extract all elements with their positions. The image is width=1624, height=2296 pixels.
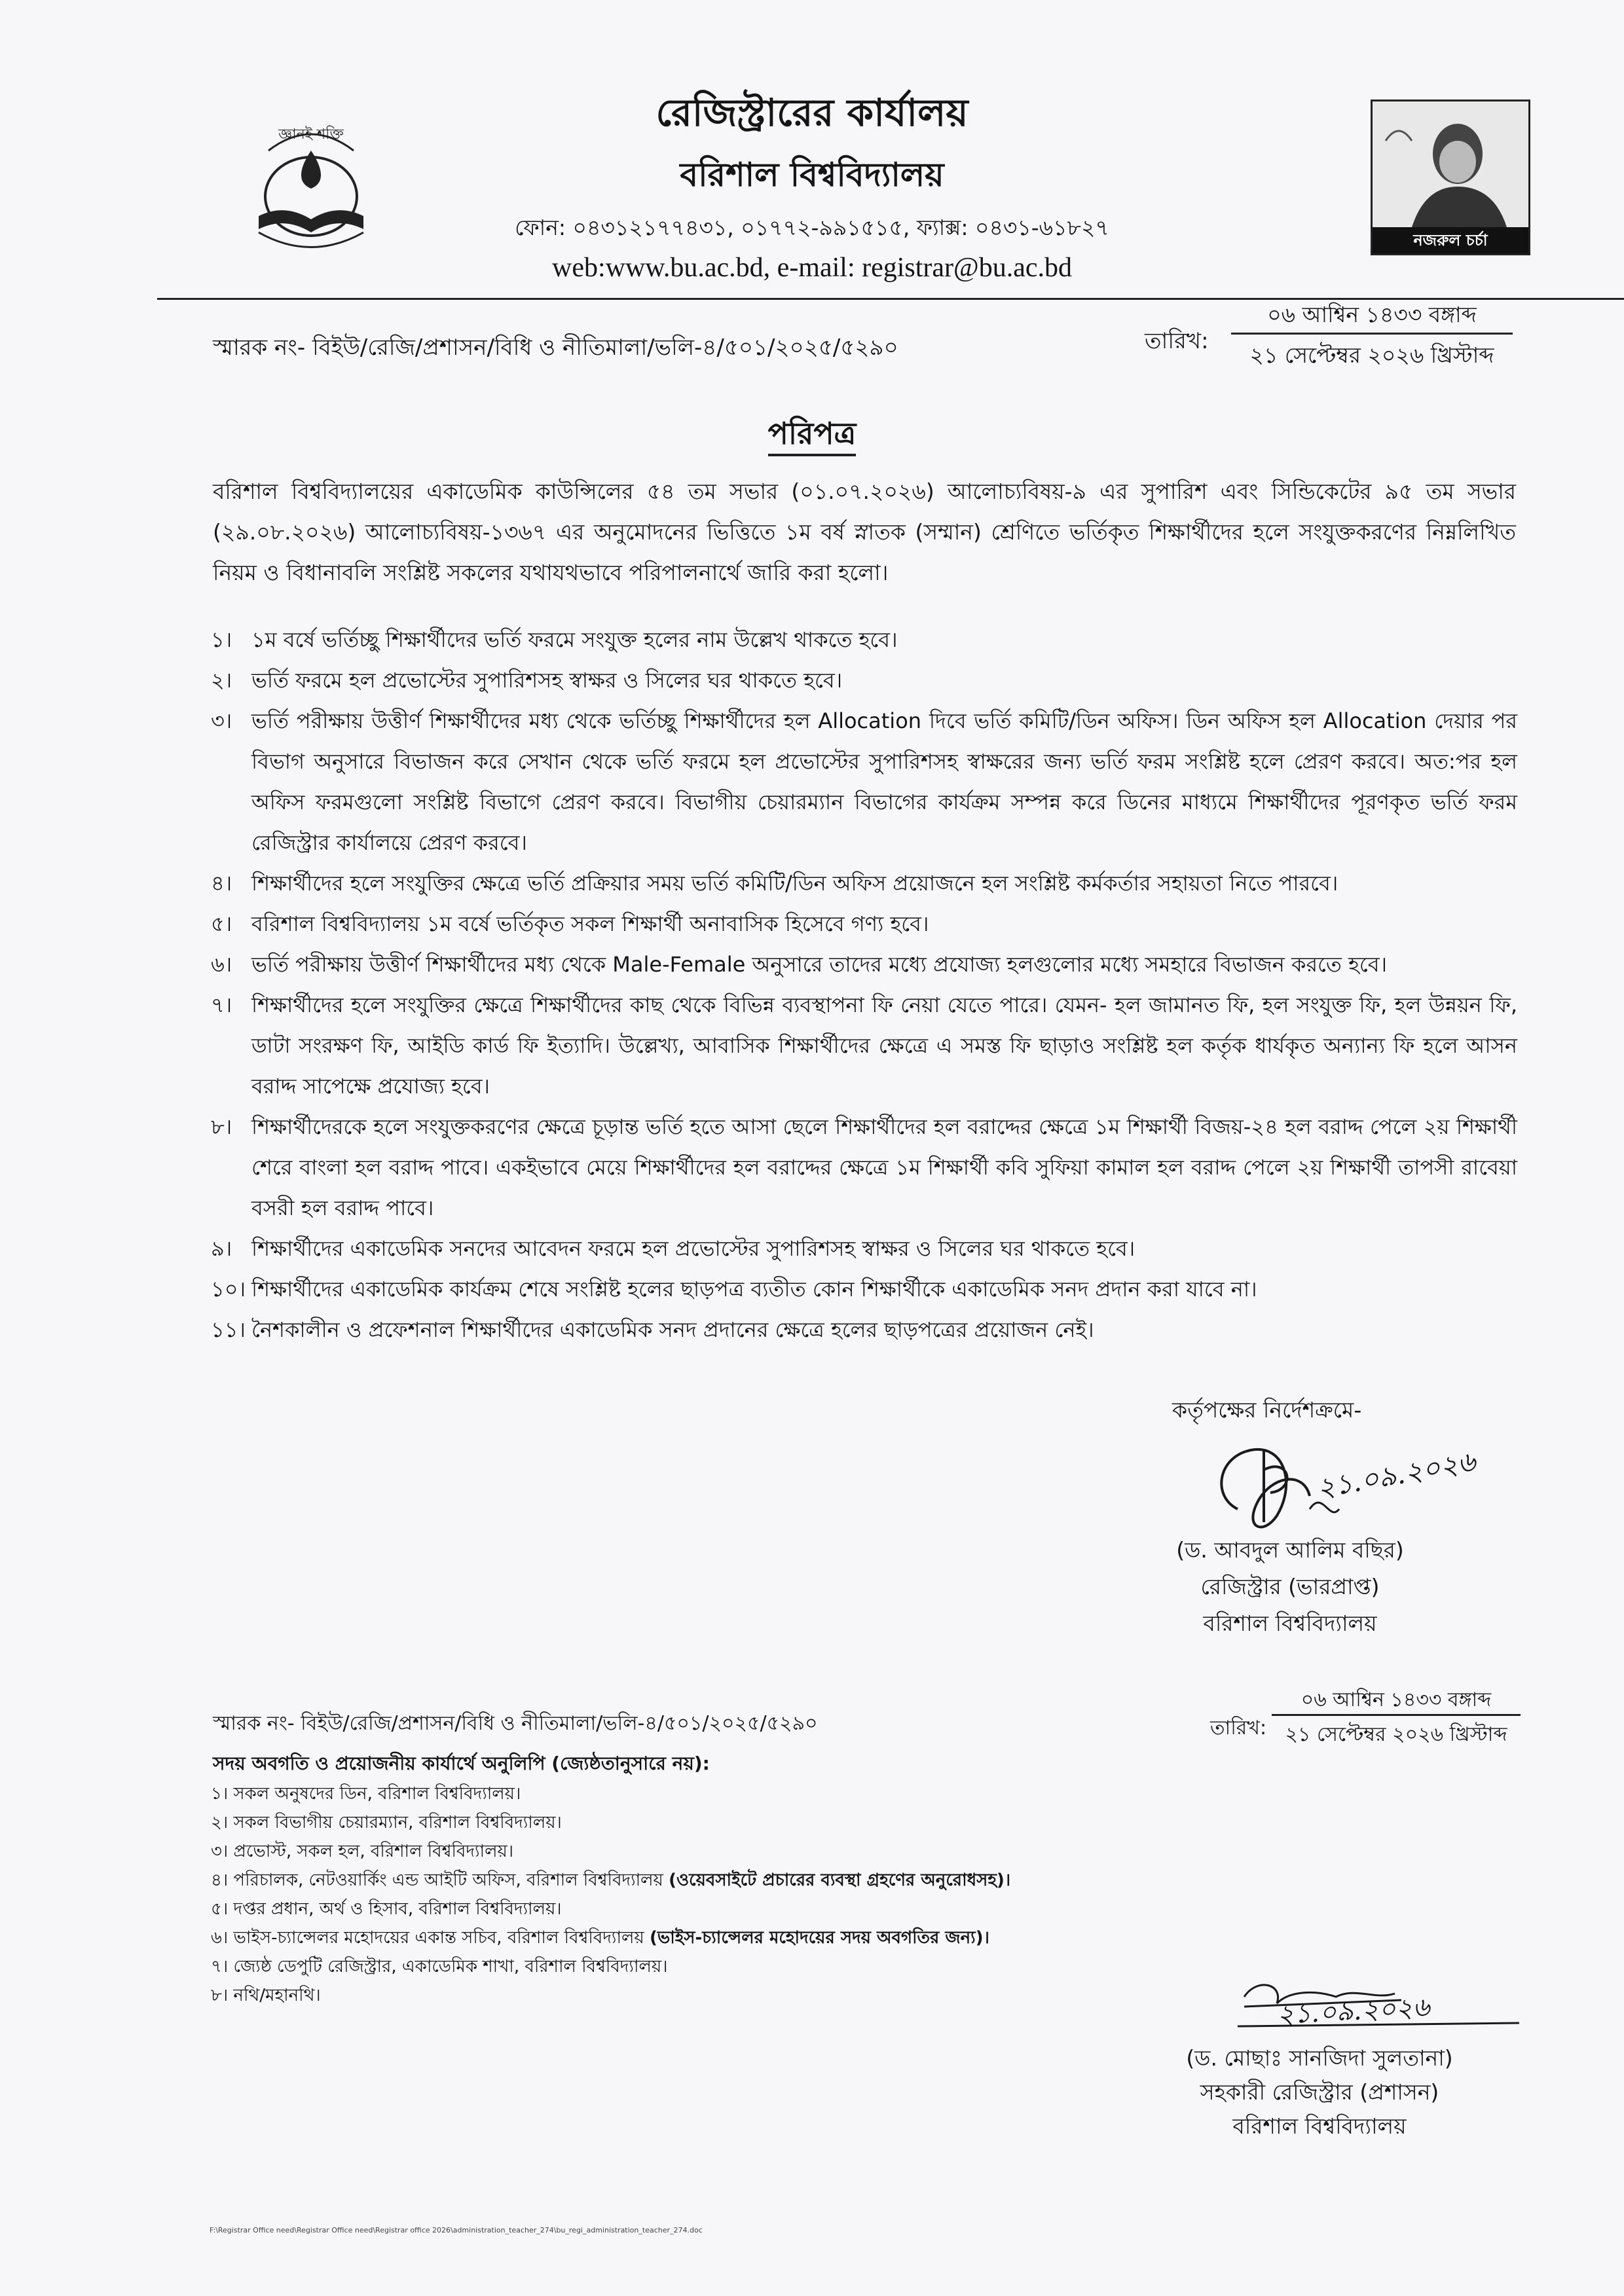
assistant-details bbox=[1149, 2041, 1490, 2143]
list-item: ১। ১ম বর্ষে ভর্তিচ্ছু শিক্ষার্থীদের ভর্তি ফরমে সংযুক্ত হলের নাম উল্লেখ থাকতে হবে। bbox=[211, 627, 898, 652]
university-name: বরিশাল বিশ্ববিদ্যালয় bbox=[680, 156, 944, 194]
copy-date-label: তারিখ: bbox=[1210, 1717, 1267, 1740]
list-item: ৭। জ্যেষ্ঠ ডেপুটি রেজিস্ট্রার, একাডেমিক শাখা, বরিশাল বিশ্ববিদ্যালয়। bbox=[211, 1957, 668, 1977]
assistant-signature-date: ২১.০৯.২০২৬ bbox=[1276, 1992, 1431, 2031]
authority-order: কর্তৃপক্ষের নির্দেশক্রমে- bbox=[1172, 1397, 1362, 1423]
portrait-caption: নজরুল চর্চা bbox=[1373, 227, 1528, 253]
list-item: ৮। শিক্ষার্থীদেরকে হলে সংযুক্তকরণের ক্ষেত্রে চূড়ান্ত ভর্তি হতে আসা ছেলে শিক্ষার্থীদের হল বরাদ্দের ক্ষেত্রে ১ম শিক্ষার্থী বিজয়-২৪ হল বরাদ্দ পেলে ২য় শিক্ষার্থী শেরে বাংলা হল বরাদ্দ পাবে। একইভাবে মেয়ে শিক্ষার্থীদের হল বরাদ্দের ক্ষেত্রে ১ম শিক্ষার্থী কবি সুফিয়া কামাল হল বরাদ্দ পেলে ২য় শিক্ষার্থী তাপসী রাবেয়া বসরী হল বরাদ্দ পাবে। bbox=[211, 1114, 1517, 1220]
list-item: ২। ভর্তি ফরমে হল প্রভোস্টের সুপারিশসহ স্বাক্ষর ও সিলের ঘর থাকতে হবে। bbox=[211, 668, 843, 693]
date-bangla: ০৬ আশ্বিন ১৪৩৩ বঙ্গাব্দ bbox=[1267, 302, 1477, 327]
list-item: ৪। পরিচালক, নেটওয়ার্কিং এন্ড আইটি অফিস, বরিশাল বিশ্ববিদ্যালয় (ওয়েবসাইটে প্রচারের ব্যবস্থা গ্রহণের অনুরোধসহ)। bbox=[211, 1870, 1011, 1890]
copy-list-title: সদয় অবগতি ও প্রয়োজনীয় কার্যার্থে অনুলিপি (জ্যেষ্ঠতানুসারে নয়): bbox=[213, 1753, 710, 1774]
list-item: ৩। ভর্তি পরীক্ষায় উত্তীর্ণ শিক্ষার্থীদের মধ্য থেকে ভর্তিচ্ছু শিক্ষার্থীদের হল Allocation দিবে ভর্তি কমিটি/ডিন অফিস। ডিন অফিস হল Allocation দেয়ার পর বিভাগ অনুসারে বিভাজন করে সেখান থেকে ভর্তি ফরমে হল প্রভোস্টের সুপারিশসহ স্বাক্ষরের জন্য ভর্তি ফরম সংশ্লিষ্ট হলে প্রেরণ করবে। অত:পর হল অফিস ফরমগুলো সংশ্লিষ্ট বিভাগে প্রেরণ করবে। বিভাগীয় চেয়ারম্যান বিভাগের কার্যক্রম সম্পন্ন করে ডিনের মাধ্যমে শিক্ষার্থীদের পূরণকৃত ভর্তি ফরম রেজিস্ট্রার কার্যালয়ে প্রেরণ করবে। bbox=[211, 708, 1517, 855]
file-path-footer: F:\Registrar Office need\Registrar Office need\Registrar office 2026\administration_teacher_274\bu_regi_administration_teacher_274.doc bbox=[210, 2226, 703, 2234]
copy-memo-reference: স্মারক নং- বিইউ/রেজি/প্রশাসন/বিধি ও নীতিমালা/ভলি-৪/৫০১/২০২৫/৫২৯০ bbox=[213, 1712, 818, 1735]
list-item: ৫। বরিশাল বিশ্ববিদ্যালয় ১ম বর্ষে ভর্তিকৃত সকল শিক্ষার্থী অনাবাসিক হিসেবে গণ্য হবে। bbox=[211, 911, 929, 936]
list-item: ৯। শিক্ষার্থীদের একাডেমিক সনদের আবেদন ফরমে হল প্রভোস্টের সুপারিশসহ স্বাক্ষর ও সিলের ঘর থাকতে হবে। bbox=[211, 1236, 1135, 1261]
web-email-line: web:www.bu.ac.bd, e-mail: registrar@bu.ac.bd bbox=[551, 253, 1073, 283]
list-item: ৬। ভাইস-চ্যান্সেলর মহোদয়ের একান্ত সচিব, বরিশাল বিশ্ববিদ্যালয় (ভাইস-চ্যান্সেলর মহোদয়ের সদয় অবগতির জন্য)। bbox=[211, 1928, 989, 1948]
list-item: ৪। শিক্ষার্থীদের হলে সংযুক্তির ক্ষেত্রে ভর্তি প্রক্রিয়ার সময় ভর্তি কমিটি/ডিন অফিস প্রয়োজনে হল সংশ্লিষ্ট কর্মকর্তার সহায়তা নিতে পারবে। bbox=[211, 871, 1338, 896]
list-item: ৫। দপ্তর প্রধান, অর্থ ও হিসাব, বরিশাল বিশ্ববিদ্যালয়। bbox=[211, 1899, 562, 1919]
list-item: ২। সকল বিভাগীয় চেয়ারম্যান, বরিশাল বিশ্ববিদ্যালয়। bbox=[211, 1813, 562, 1832]
registrar-signature-date: ২১.০৯.২০২৬ bbox=[1314, 1445, 1478, 1504]
rules-list bbox=[211, 619, 1517, 1350]
contact-line: ফোন: ০৪৩১২১৭৭৪৩১, ০১৭৭২-৯৯১৫১৫, ফ্যাক্স: ০৪৩১-৬১৮২৭ bbox=[515, 215, 1109, 240]
assistant-org: বরিশাল বিশ্ববিদ্যালয় bbox=[1232, 2113, 1407, 2139]
registrar-name: (ড. আবদুল আলিম বছির) bbox=[1176, 1537, 1404, 1563]
list-item: ৭। শিক্ষার্থীদের হলে সংযুক্তির ক্ষেত্রে শিক্ষার্থীদের কাছ থেকে বিভিন্ন ব্যবস্থাপনা ফি নেয়া যেতে পারে। যেমন- হল জামানত ফি, হল সংযুক্ত ফি, হল উন্নয়ন ফি, ডাটা সংরক্ষণ ফি, আইডি কার্ড ফি ইত্যাদি। উল্লেখ্য, আবাসিক শিক্ষার্থীদের ক্ষেত্রে এ সমস্ত ফি ছাড়াও সংশ্লিষ্ট হল কর্তৃক ধার্যকৃত অন্যান্য ফি হলে আসন বরাদ্দ সাপেক্ষে প্রযোজ্য হবে। bbox=[211, 993, 1517, 1099]
registrar-details bbox=[1113, 1532, 1467, 1642]
date-label: তারিখ: bbox=[1145, 328, 1209, 354]
list-item: ৩। প্রভোস্ট, সকল হল, বরিশাল বিশ্ববিদ্যালয়। bbox=[211, 1842, 514, 1861]
assistant-name: (ড. মোছাঃ সানজিদা সুলতানা) bbox=[1186, 2045, 1453, 2071]
circular-title: পরিপত্র bbox=[0, 411, 1624, 461]
copy-list bbox=[211, 1779, 1010, 2010]
memo-reference: স্মারক নং- বিইউ/রেজি/প্রশাসন/বিধি ও নীতিমালা/ভলি-৪/৫০১/২০২৫/৫২৯০ bbox=[213, 335, 898, 361]
list-item: ১০। শিক্ষার্থীদের একাডেমিক কার্যক্রম শেষে সংশ্লিষ্ট হলের ছাড়পত্র ব্যতীত কোন শিক্ষার্থীকে একাডেমিক সনদ প্রদান করা যাবে না। bbox=[211, 1277, 1257, 1302]
copy-date-english: ২১ সেপ্টেম্বর ২০২৬ খ্রিস্টাব্দ bbox=[1272, 1714, 1521, 1752]
assistant-designation: সহকারী রেজিস্ট্রার (প্রশাসন) bbox=[1200, 2079, 1439, 2105]
copy-date-bangla: ০৬ আশ্বিন ১৪৩৩ বঙ্গাব্দ bbox=[1301, 1688, 1492, 1711]
list-item: ৬। ভর্তি পরীক্ষায় উত্তীর্ণ শিক্ষার্থীদের মধ্য থেকে Male-Female অনুসারে তাদের মধ্যে প্রযোজ্য হলগুলোর মধ্যে সমহারে বিভাজন করতে হবে। bbox=[211, 952, 1388, 977]
portrait-image bbox=[1371, 100, 1530, 255]
list-item: ১। সকল অনুষদের ডিন, বরিশাল বিশ্ববিদ্যালয়। bbox=[211, 1784, 521, 1804]
list-item: ১১। নৈশকালীন ও প্রফেশনাল শিক্ষার্থীদের একাডেমিক সনদ প্রদানের ক্ষেত্রে হলের ছাড়পত্রের প্রয়োজন নেই। bbox=[211, 1317, 1094, 1342]
list-item: ৮। নথি/মহানথি। bbox=[211, 1986, 321, 2005]
registrar-org: বরিশাল বিশ্ববিদ্যালয় bbox=[1203, 1611, 1377, 1636]
svg-text:জ্ঞানই শক্তি: জ্ঞানই শক্তি bbox=[278, 126, 344, 143]
intro-paragraph: বরিশাল বিশ্ববিদ্যালয়ের একাডেমিক কাউন্সিলের ৫৪ তম সভার (০১.০৭.২০২৬) আলোচ্যবিষয়-৯ এর সুপারিশ এবং সিন্ডিকেটের ৯৫ তম সভার (২৯.০৮.২০২৬) আলোচ্যবিষয়-১৩৬৭ এর অনুমোদনের ভিত্তিতে ১ম বর্ষ স্নাতক (সম্মান) শ্রেণিতে ভর্তিকৃত শিক্ষার্থীদের হলে সংযুক্তকরণের নিম্নলিখিত নিয়ম ও বিধানাবলি সংশ্লিষ্ট সকলের যথাযথভাবে পরিপালনার্থে জারি করা হলো। bbox=[213, 479, 1516, 585]
date-english: ২১ সেপ্টেম্বর ২০২৬ খ্রিস্টাব্দ bbox=[1231, 333, 1513, 375]
registrar-designation: রেজিস্ট্রার (ভারপ্রাপ্ত) bbox=[1200, 1574, 1380, 1599]
office-title: রেজিস্ট্রারের কার্যালয় bbox=[655, 90, 969, 135]
